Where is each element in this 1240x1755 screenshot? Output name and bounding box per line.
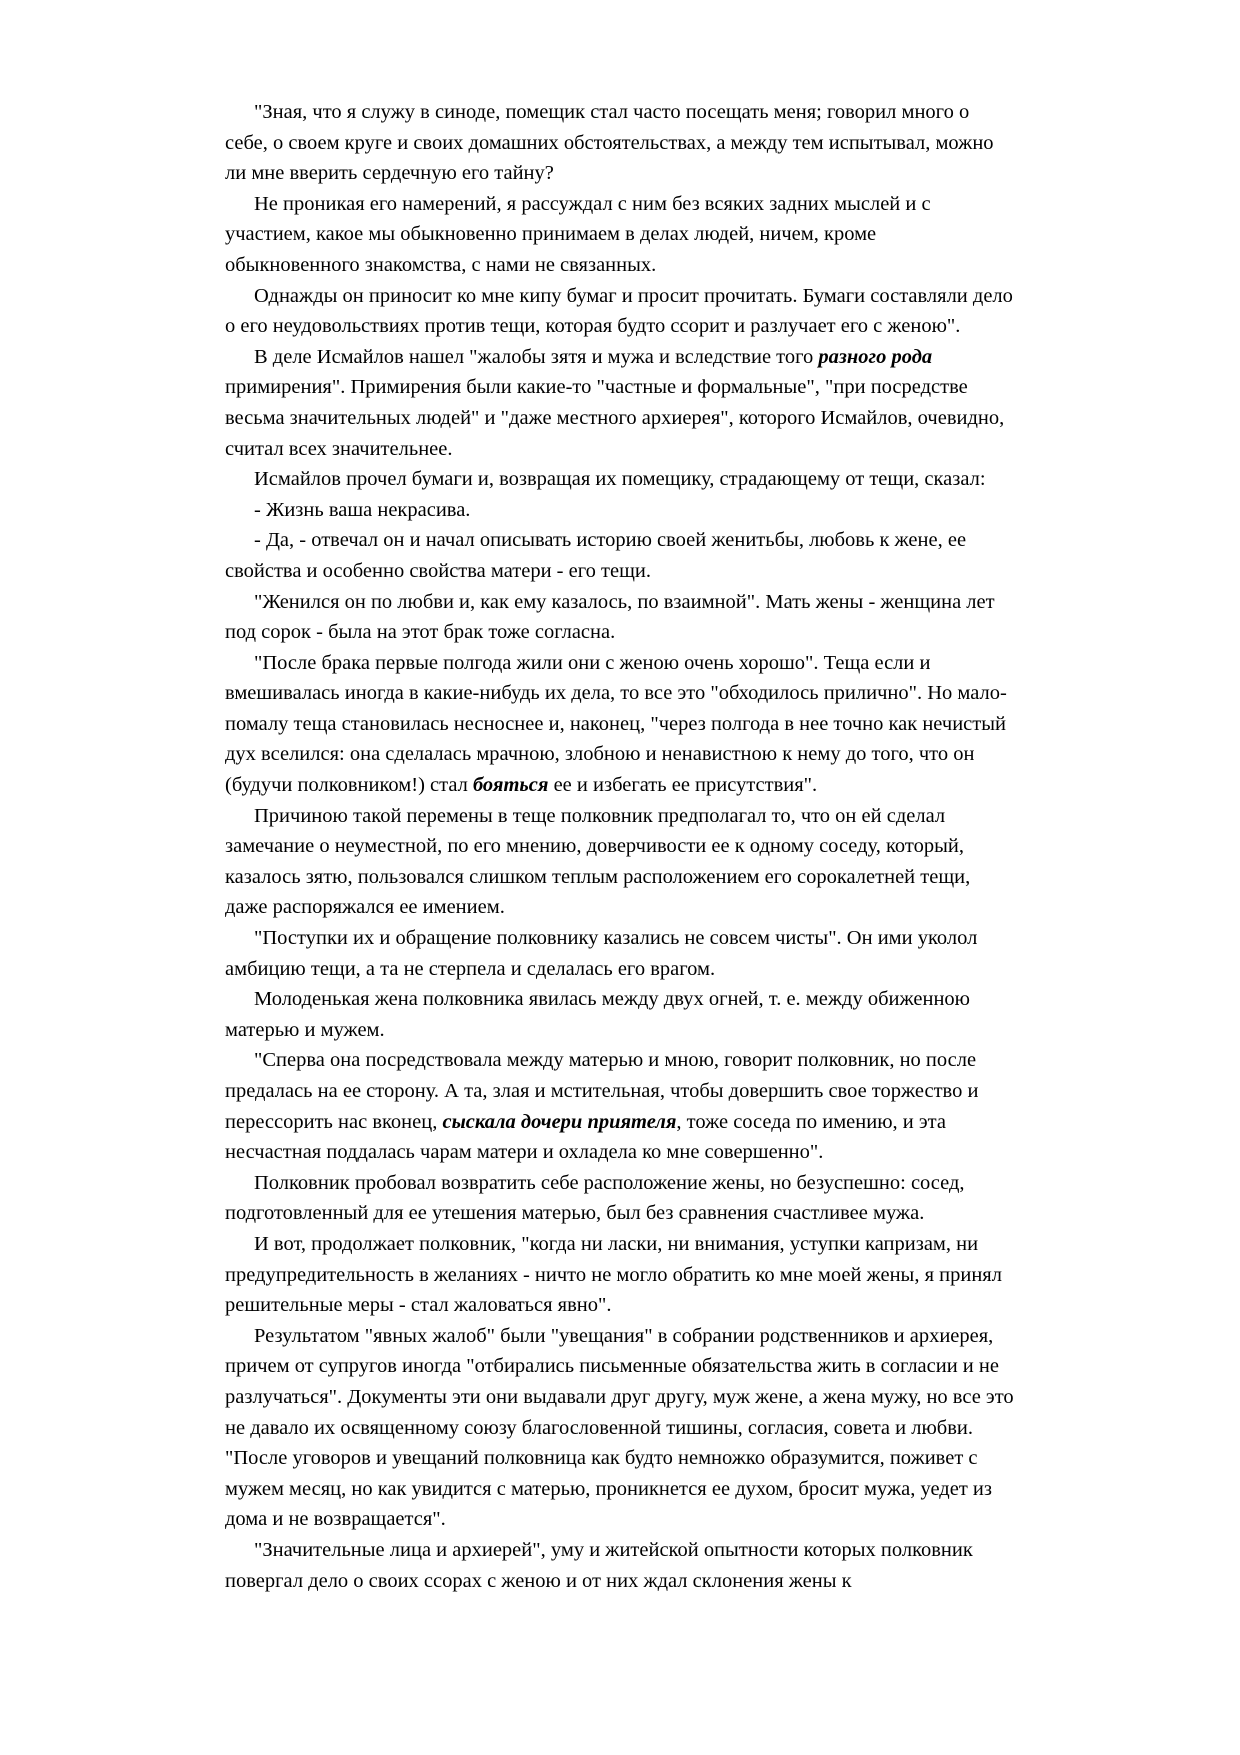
paragraph-text: Молоденькая жена полковника явилась между двух огней, т. е. между обиженною матерью и мужем. bbox=[225, 988, 970, 1041]
paragraph-text: "После брака первые полгода жили они с женою очень хорошо". Теща если и вмешивалась иногда в какие-нибудь их дела, то все это "обходилось прилично". Но мало-помалу теща становилась несноснее и, наконец, "через полгода в нее точно как нечистый дух вселился: она сделалась мрачною, злобною и ненавистною к нему до того, что он (будучи полковником!) стал bbox=[225, 651, 1007, 797]
paragraph-text: "Женился он по любви и, как ему казалось, по взаимной". Мать жены - женщина лет под сорок - была на этот брак тоже согласна. bbox=[225, 590, 995, 644]
paragraph bbox=[225, 923, 1015, 984]
paragraph bbox=[225, 495, 1015, 526]
paragraph-text: Полковник пробовал возвратить себе расположение жены, но безуспешно: сосед, подготовленный для ее утешения матерью, был без сравнения счастливее мужа. bbox=[225, 1171, 965, 1225]
paragraph bbox=[225, 525, 1015, 586]
paragraph-text: "Поступки их и обращение полковнику казались не совсем чисты". Он ими уколол амбицию тещи, а та не стерпела и сделалась его врагом. bbox=[225, 927, 978, 980]
paragraph bbox=[225, 984, 1015, 1045]
paragraph bbox=[225, 464, 1015, 495]
paragraph-text: "Зная, что я служу в синоде, помещик стал часто посещать меня; говорил много о себе, о своем круге и своих домашних обстоятельствах, а между тем испытывал, можно ли мне вверить сердечную его тайну? bbox=[225, 101, 994, 185]
paragraph-text: "Значительные лица и архиерей", уму и житейской опытности которых полковник повергал дело о своих ссорах с женою и от них ждал склонения жены к bbox=[225, 1538, 973, 1592]
paragraph bbox=[225, 1535, 1015, 1596]
paragraph bbox=[225, 281, 1015, 342]
emphasis-text: разного рода bbox=[818, 345, 933, 368]
paragraph bbox=[225, 648, 1015, 801]
paragraph bbox=[225, 801, 1015, 923]
emphasis-text: бояться bbox=[472, 774, 549, 797]
paragraph-text: "Сперва она посредствовала между матерью и мною, говорит полковник, но после предалась на ее сторону. А та, злая и мстительная, чтобы довершить свое торжество и перессорить нас вконец, bbox=[225, 1049, 979, 1133]
paragraph bbox=[225, 587, 1015, 648]
paragraph-text: - Да, - отвечал он и начал описывать историю своей женитьбы, любовь к жене, ее свойства и особенно свойства матери - его тещи. bbox=[225, 529, 967, 582]
paragraph bbox=[225, 1321, 1015, 1535]
document-body bbox=[225, 97, 1015, 1596]
paragraph-text: примирения". Примирения были какие-то "частные и формальные", "при посредстве весьма значительных людей" и "даже местного архиерея", которого Исмайлов, очевидно, считал всех значительнее. bbox=[225, 376, 1005, 460]
paragraph bbox=[225, 1168, 1015, 1229]
paragraph-text: И вот, продолжает полковник, "когда ни ласки, ни внимания, уступки капризам, ни предупредительность в желаниях - ничто не могло обратить ко мне моей жены, я принял решительные меры - стал жаловаться явно". bbox=[225, 1232, 1002, 1317]
emphasis-text: сыскала дочери приятеля bbox=[442, 1110, 677, 1133]
paragraph bbox=[225, 1229, 1015, 1321]
paragraph-text: ее и избегать ее присутствия". bbox=[548, 774, 818, 797]
paragraph bbox=[225, 342, 1015, 464]
paragraph bbox=[225, 189, 1015, 281]
paragraph-text: - Жизнь ваша некрасива. bbox=[254, 498, 471, 521]
paragraph-text: В деле Исмайлов нашел "жалобы зятя и мужа и вследствие того bbox=[254, 345, 819, 368]
paragraph-text: Причиною такой перемены в теще полковник предполагал то, что он ей сделал замечание о неуместной, по его мнению, доверчивости ее к одному соседу, который, казалось зятю, пользовался слишком теплым расположением его сорокалетней тещи, даже распоряжался ее имением. bbox=[225, 804, 971, 919]
paragraph bbox=[225, 1045, 1015, 1167]
paragraph-text: Однажды он приносит ко мне кипу бумаг и просит прочитать. Бумаги составляли дело о его неудовольствиях против тещи, которая будто ссорит и разлучает его с женою". bbox=[225, 284, 1013, 338]
paragraph bbox=[225, 97, 1015, 189]
paragraph-text: Результатом "явных жалоб" были "увещания" в собрании родственников и архиерея, причем от супругов иногда "отбирались письменные обязательства жить в согласии и не разлучаться". Документы эти они выдавали друг другу, муж жене, а жена мужу, но все это не давало их освященному союзу благословенной тишины, согласия, совета и любви. "После уговоров и увещаний полковница как будто немножко образумится, поживет с мужем месяц, но как увидится с матерью, проникнется ее духом, бросит мужа, уедет из дома и не возвращается". bbox=[225, 1324, 1014, 1531]
paragraph-text: Исмайлов прочел бумаги и, возвращая их помещику, страдающему от тещи, сказал: bbox=[254, 468, 986, 491]
paragraph-text: Не проникая его намерений, я рассуждал с ним без всяких задних мыслей и с участием, какое мы обыкновенно принимаем в делах людей, ничем, кроме обыкновенного знакомства, с нами не связанных. bbox=[225, 192, 931, 276]
paragraph-text: , тоже соседа по имению, и эта несчастная поддалась чарам матери и охладела ко мне совершенно". bbox=[225, 1110, 946, 1164]
